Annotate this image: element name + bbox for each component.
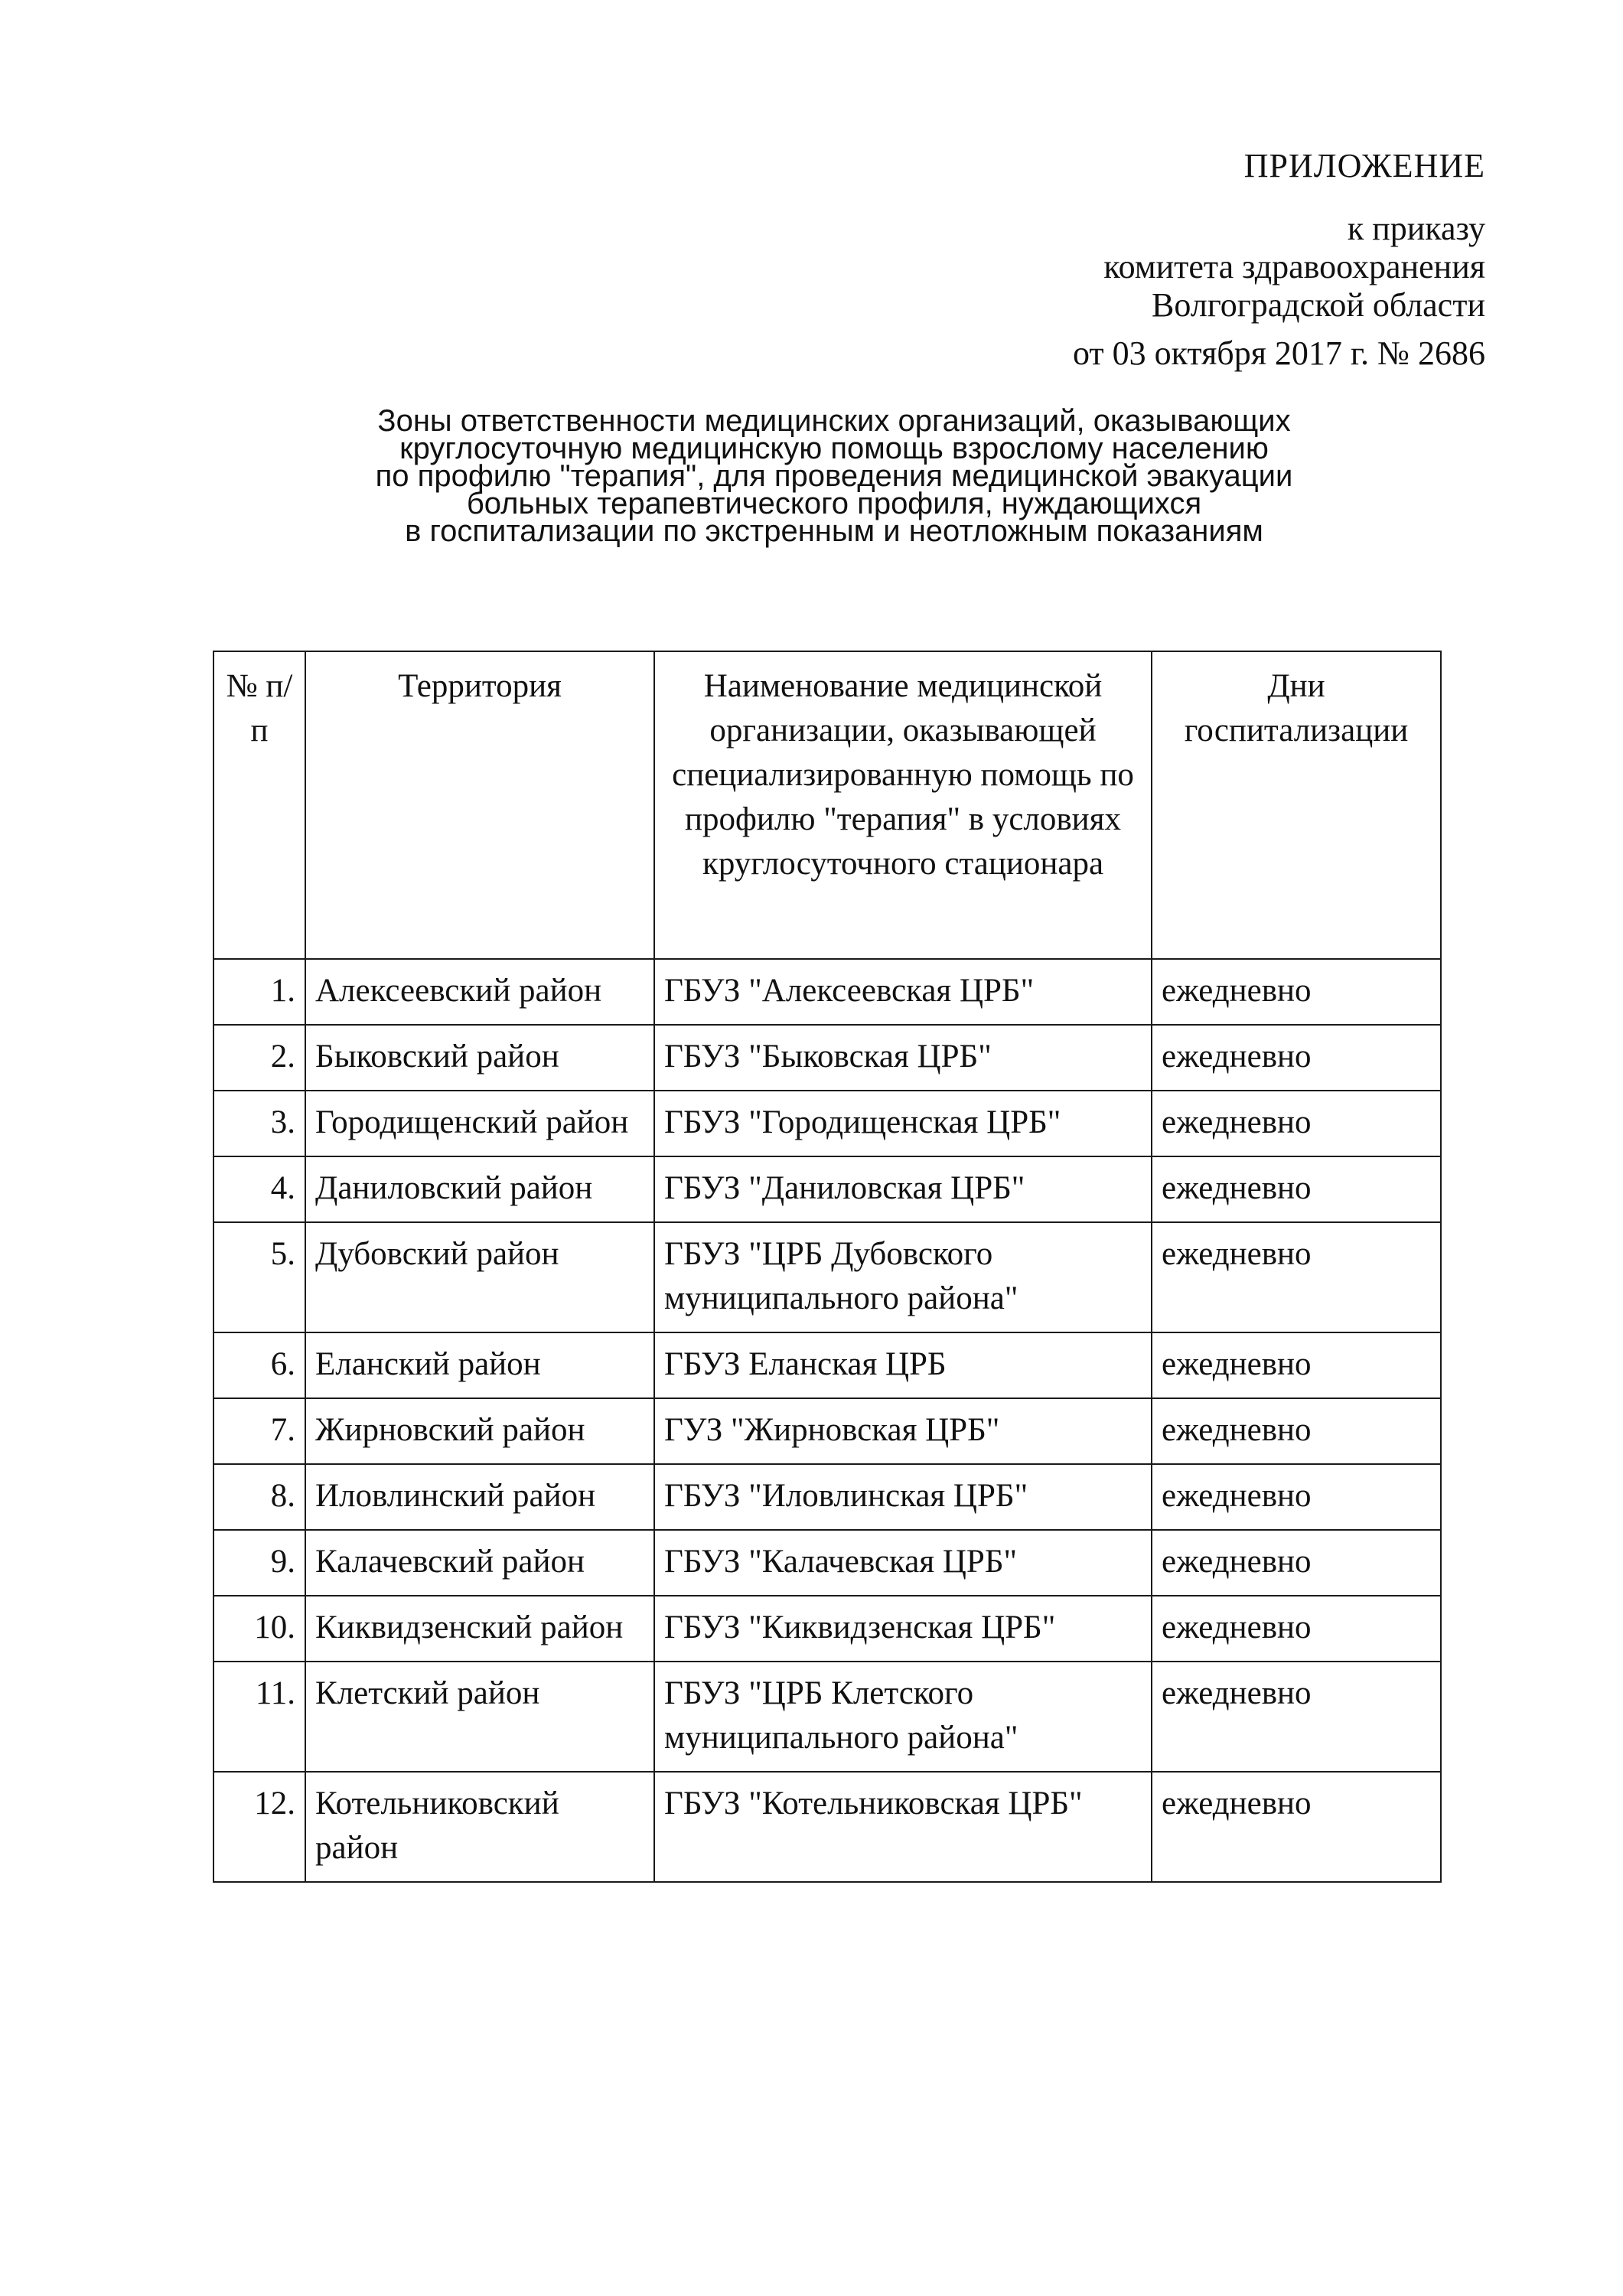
row-organization: ГБУЗ "Быковская ЦРБ" bbox=[654, 1025, 1152, 1091]
row-territory: Алексеевский район bbox=[305, 959, 654, 1025]
table-row bbox=[213, 1091, 1441, 1156]
row-days: ежедневно bbox=[1152, 1662, 1441, 1772]
table-row bbox=[213, 1222, 1441, 1332]
appendix-title: ПРИЛОЖЕНИЕ bbox=[1243, 147, 1485, 184]
table-row bbox=[213, 1156, 1441, 1222]
order-reference: от 03 октября 2017 г. № 2686 bbox=[1072, 334, 1485, 372]
row-days: ежедневно bbox=[1152, 1025, 1441, 1091]
row-territory: Быковский район bbox=[305, 1025, 654, 1091]
row-num: 2. bbox=[213, 1025, 305, 1091]
row-num: 4. bbox=[213, 1156, 305, 1222]
header-days: Дни госпитализации bbox=[1152, 651, 1441, 959]
row-organization: ГБУЗ "Иловлинская ЦРБ" bbox=[654, 1464, 1152, 1530]
row-territory: Жирновский район bbox=[305, 1398, 654, 1464]
row-days: ежедневно bbox=[1152, 1530, 1441, 1596]
row-days: ежедневно bbox=[1152, 959, 1441, 1025]
title-line: Зоны ответственности медицинских организаций, оказывающих bbox=[377, 404, 1291, 438]
row-num: 7. bbox=[213, 1398, 305, 1464]
row-days: ежедневно bbox=[1152, 1464, 1441, 1530]
row-organization: ГБУЗ "Городищенская ЦРБ" bbox=[654, 1091, 1152, 1156]
row-territory: Иловлинский район bbox=[305, 1464, 654, 1530]
row-num: 10. bbox=[213, 1596, 305, 1662]
table-row bbox=[213, 1530, 1441, 1596]
row-organization: ГБУЗ "ЦРБ Клетского муниципального района" bbox=[654, 1662, 1152, 1772]
row-territory: Киквидзенский район bbox=[305, 1596, 654, 1662]
table-row bbox=[213, 1772, 1441, 1882]
row-organization: ГУЗ "Жирновская ЦРБ" bbox=[654, 1398, 1152, 1464]
row-territory: Еланский район bbox=[305, 1332, 654, 1398]
row-num: 11. bbox=[213, 1662, 305, 1772]
table-row bbox=[213, 959, 1441, 1025]
row-num: 12. bbox=[213, 1772, 305, 1882]
row-territory: Городищенский район bbox=[305, 1091, 654, 1156]
row-num: 6. bbox=[213, 1332, 305, 1398]
header-num: № п/п bbox=[213, 651, 305, 959]
title-line: круглосуточную медицинскую помощь взрослому населению bbox=[399, 432, 1269, 465]
table-row bbox=[213, 1025, 1441, 1091]
title-line: по профилю "терапия", для проведения медицинской эвакуации bbox=[375, 459, 1293, 493]
row-days: ежедневно bbox=[1152, 1091, 1441, 1156]
table-header-row bbox=[213, 651, 1441, 959]
zones-table bbox=[213, 651, 1442, 1883]
document-title bbox=[291, 404, 1377, 548]
appendix-block bbox=[1103, 145, 1485, 325]
table-row bbox=[213, 1464, 1441, 1530]
row-organization: ГБУЗ "Киквидзенская ЦРБ" bbox=[654, 1596, 1152, 1662]
row-organization: ГБУЗ "ЦРБ Дубовского муниципального района" bbox=[654, 1222, 1152, 1332]
row-territory: Клетский район bbox=[305, 1662, 654, 1772]
row-organization: ГБУЗ "Даниловская ЦРБ" bbox=[654, 1156, 1152, 1222]
row-days: ежедневно bbox=[1152, 1222, 1441, 1332]
row-days: ежедневно bbox=[1152, 1772, 1441, 1882]
row-num: 3. bbox=[213, 1091, 305, 1156]
row-days: ежедневно bbox=[1152, 1398, 1441, 1464]
row-organization: ГБУЗ "Котельниковская ЦРБ" bbox=[654, 1772, 1152, 1882]
table-row bbox=[213, 1398, 1441, 1464]
header-territory: Территория bbox=[305, 651, 654, 959]
row-days: ежедневно bbox=[1152, 1156, 1441, 1222]
row-days: ежедневно bbox=[1152, 1596, 1441, 1662]
title-line: в госпитализации по экстренным и неотложным показаниям bbox=[405, 514, 1263, 548]
title-line: больных терапевтического профиля, нуждающихся bbox=[466, 487, 1202, 520]
row-num: 8. bbox=[213, 1464, 305, 1530]
appendix-committee: комитета здравоохранения bbox=[1103, 248, 1485, 285]
appendix-region: Волгоградской области bbox=[1152, 286, 1485, 324]
table-row bbox=[213, 1332, 1441, 1398]
table-row bbox=[213, 1662, 1441, 1772]
row-territory: Дубовский район bbox=[305, 1222, 654, 1332]
row-organization: ГБУЗ Еланская ЦРБ bbox=[654, 1332, 1152, 1398]
row-num: 1. bbox=[213, 959, 305, 1025]
header-organization: Наименование медицинской организации, оказывающей специализированную помощь по профилю "терапия" в условиях круглосуточного стационара bbox=[654, 651, 1152, 959]
table-row bbox=[213, 1596, 1441, 1662]
row-territory: Даниловский район bbox=[305, 1156, 654, 1222]
row-organization: ГБУЗ "Алексеевская ЦРБ" bbox=[654, 959, 1152, 1025]
row-organization: ГБУЗ "Калачевская ЦРБ" bbox=[654, 1530, 1152, 1596]
row-territory: Котельниковский район bbox=[305, 1772, 654, 1882]
row-num: 9. bbox=[213, 1530, 305, 1596]
row-territory: Калачевский район bbox=[305, 1530, 654, 1596]
appendix-to-order: к приказу bbox=[1347, 210, 1485, 247]
row-num: 5. bbox=[213, 1222, 305, 1332]
row-days: ежедневно bbox=[1152, 1332, 1441, 1398]
